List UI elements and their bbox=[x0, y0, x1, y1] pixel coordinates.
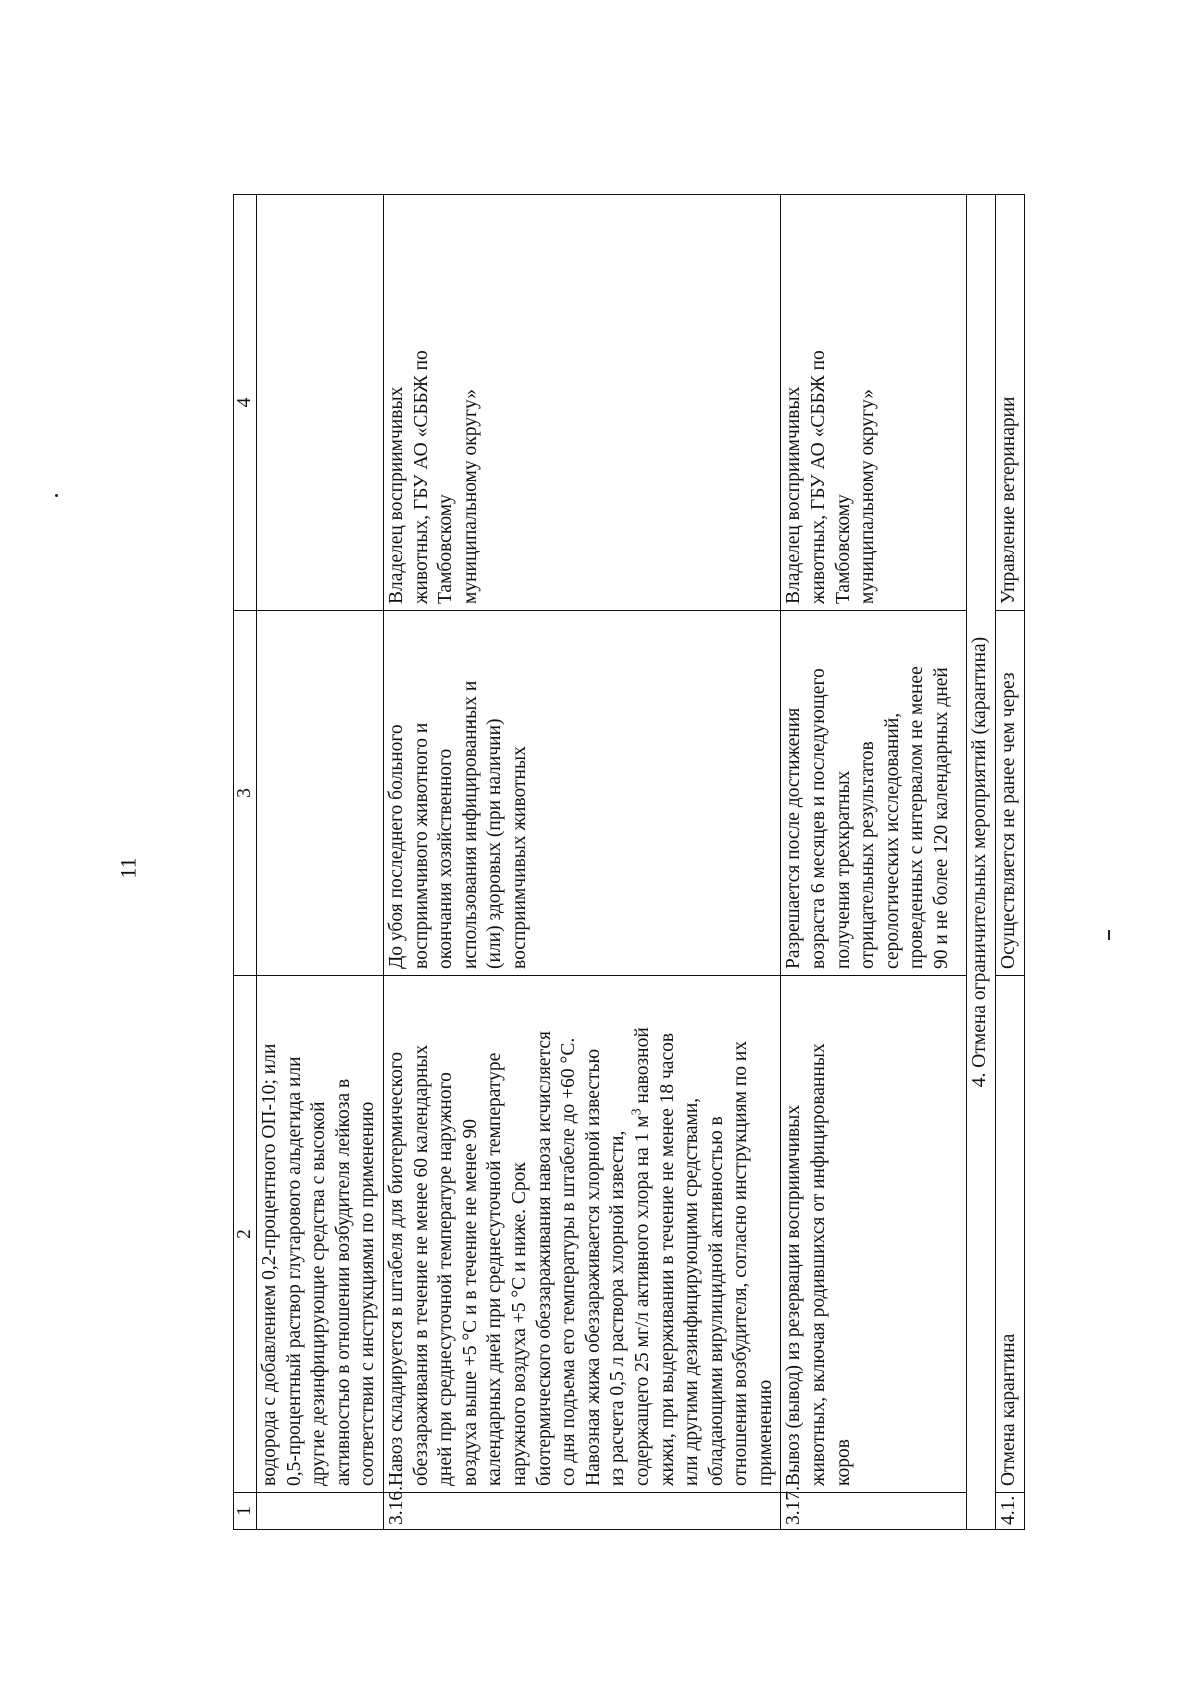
text-line: восприимчивых животных bbox=[508, 746, 530, 969]
rotated-table-container bbox=[233, 195, 1043, 1530]
period-cell bbox=[257, 611, 384, 976]
superscript: 3 bbox=[629, 1108, 645, 1116]
table-row bbox=[996, 195, 1025, 1530]
text-line: применению bbox=[754, 1379, 776, 1486]
text-line: Разрешается после достижения bbox=[783, 707, 805, 969]
text-line: Вывоз (вывод) из резервации восприимчивых bbox=[783, 1104, 805, 1486]
scan-speck bbox=[1108, 930, 1110, 940]
section-title: 4. Отмена ограничительных мероприятий (карантина) bbox=[967, 195, 996, 1530]
period-cell bbox=[383, 611, 781, 976]
text-line: Навозная жижа обеззараживается хлорной известью bbox=[582, 1048, 604, 1486]
section-heading-row bbox=[967, 195, 996, 1530]
text-line: Навоз складируется в штабеля для биотермического bbox=[385, 1051, 407, 1486]
measure-cell bbox=[781, 976, 967, 1493]
text-line: восприимчивого животного и bbox=[410, 722, 432, 969]
text-line: (или) здоровых (при наличии) bbox=[484, 718, 506, 969]
text-line: соответствии с инструкциями по применению bbox=[357, 1101, 379, 1486]
text-fragment: навозной bbox=[631, 1027, 653, 1109]
text-line: До убоя последнего больного bbox=[385, 724, 407, 969]
text-line: обеззараживания в течение не менее 60 календарных bbox=[410, 1044, 432, 1486]
text-line: серологических исследований, bbox=[881, 712, 903, 969]
text-line: календарных дней при среднесуточной температуре bbox=[484, 1052, 506, 1486]
text-line: наружного воздуха +5 °С и ниже. Срок bbox=[508, 1162, 530, 1486]
text-line: дней при среднесуточной температуре наружного bbox=[435, 1072, 457, 1486]
text-fragment: содержащего 25 мг/л активного хлора на 1 м bbox=[631, 1115, 653, 1486]
text-line: обладающими вирулицидной активностью в bbox=[705, 1116, 727, 1486]
text-line: животных, включая родившихся от инфицированных bbox=[808, 1043, 830, 1486]
text-line: окончания хозяйственного bbox=[435, 748, 457, 969]
scan-speck bbox=[55, 494, 58, 497]
text-line: использования инфицированных и bbox=[459, 680, 481, 969]
row-number: 3.16. bbox=[383, 1493, 781, 1530]
responsible-cell bbox=[257, 195, 384, 611]
text-line: Тамбовскому bbox=[832, 494, 854, 604]
text-line: муниципальному округу» bbox=[857, 389, 879, 604]
text-line: жижи, при выдерживании в течение не менее 18 часов bbox=[656, 1032, 678, 1486]
text-line: животных, ГБУ АО «СББЖ по bbox=[808, 350, 830, 604]
text-line: или другими дезинфицирующими средствами, bbox=[681, 1097, 703, 1486]
text-line bbox=[631, 982, 656, 1486]
measures-table bbox=[233, 194, 1025, 1530]
text-line: Владелец восприимчивых bbox=[385, 386, 407, 604]
table-header-row bbox=[234, 195, 257, 1530]
table-row bbox=[257, 195, 384, 1530]
text-line: воздуха выше +5 °С и в течение не менее 90 bbox=[459, 1118, 481, 1486]
period-cell bbox=[781, 611, 967, 976]
text-line: проведенных с интервалом не менее bbox=[906, 666, 928, 969]
text-line: 0,5-процентный раствор глутарового альдегида или bbox=[283, 1056, 305, 1486]
row-number: 3.17. bbox=[781, 1493, 967, 1530]
text-line: Владелец восприимчивых bbox=[783, 386, 805, 604]
column-header: 4 bbox=[234, 195, 257, 611]
text-line: со дня подъема его температуры в штабеле до +60 °С. bbox=[558, 1037, 580, 1486]
text-line: 90 и не более 120 календарных дней bbox=[931, 667, 953, 969]
text-line: животных, ГБУ АО «СББЖ по bbox=[410, 350, 432, 604]
text-line: активностью в отношении возбудителя лейкоза в bbox=[332, 1078, 354, 1486]
measure-cell: Отмена карантина bbox=[996, 976, 1025, 1493]
text-line: отношении возбудителя, согласно инструкциям по их bbox=[730, 1040, 752, 1486]
text-line: биотермического обеззараживания навоза исчисляется bbox=[533, 1031, 555, 1486]
text-line: водорода с добавлением 0,2-процентного ОП-10; или bbox=[259, 1043, 280, 1486]
table-row bbox=[383, 195, 781, 1530]
column-header: 1 bbox=[234, 1493, 257, 1530]
responsible-cell: Управление ветеринарии bbox=[996, 195, 1025, 611]
text-line: муниципальному округу» bbox=[459, 389, 481, 604]
measure-cell bbox=[257, 976, 384, 1493]
period-cell: Осуществляется не ранее чем через bbox=[996, 611, 1025, 976]
text-line: получения трехкратных bbox=[832, 770, 854, 969]
row-number bbox=[257, 1493, 384, 1530]
column-header: 2 bbox=[234, 976, 257, 1493]
text-line: возраста 6 месяцев и последующего bbox=[808, 668, 830, 969]
measure-cell bbox=[383, 976, 781, 1493]
text-line: коров bbox=[832, 1439, 854, 1486]
table-row bbox=[781, 195, 967, 1530]
text-line: другие дезинфицирующие средства с высокой bbox=[308, 1101, 330, 1486]
text-line: из расчета 0,5 л раствора хлорной извести, bbox=[607, 1130, 629, 1486]
text-line: отрицательных результатов bbox=[857, 741, 879, 969]
text-line: Тамбовскому bbox=[435, 494, 457, 604]
column-header: 3 bbox=[234, 611, 257, 976]
responsible-cell bbox=[781, 195, 967, 611]
row-number: 4.1. bbox=[996, 1493, 1025, 1530]
page-number: 11 bbox=[115, 857, 141, 879]
responsible-cell bbox=[383, 195, 781, 611]
